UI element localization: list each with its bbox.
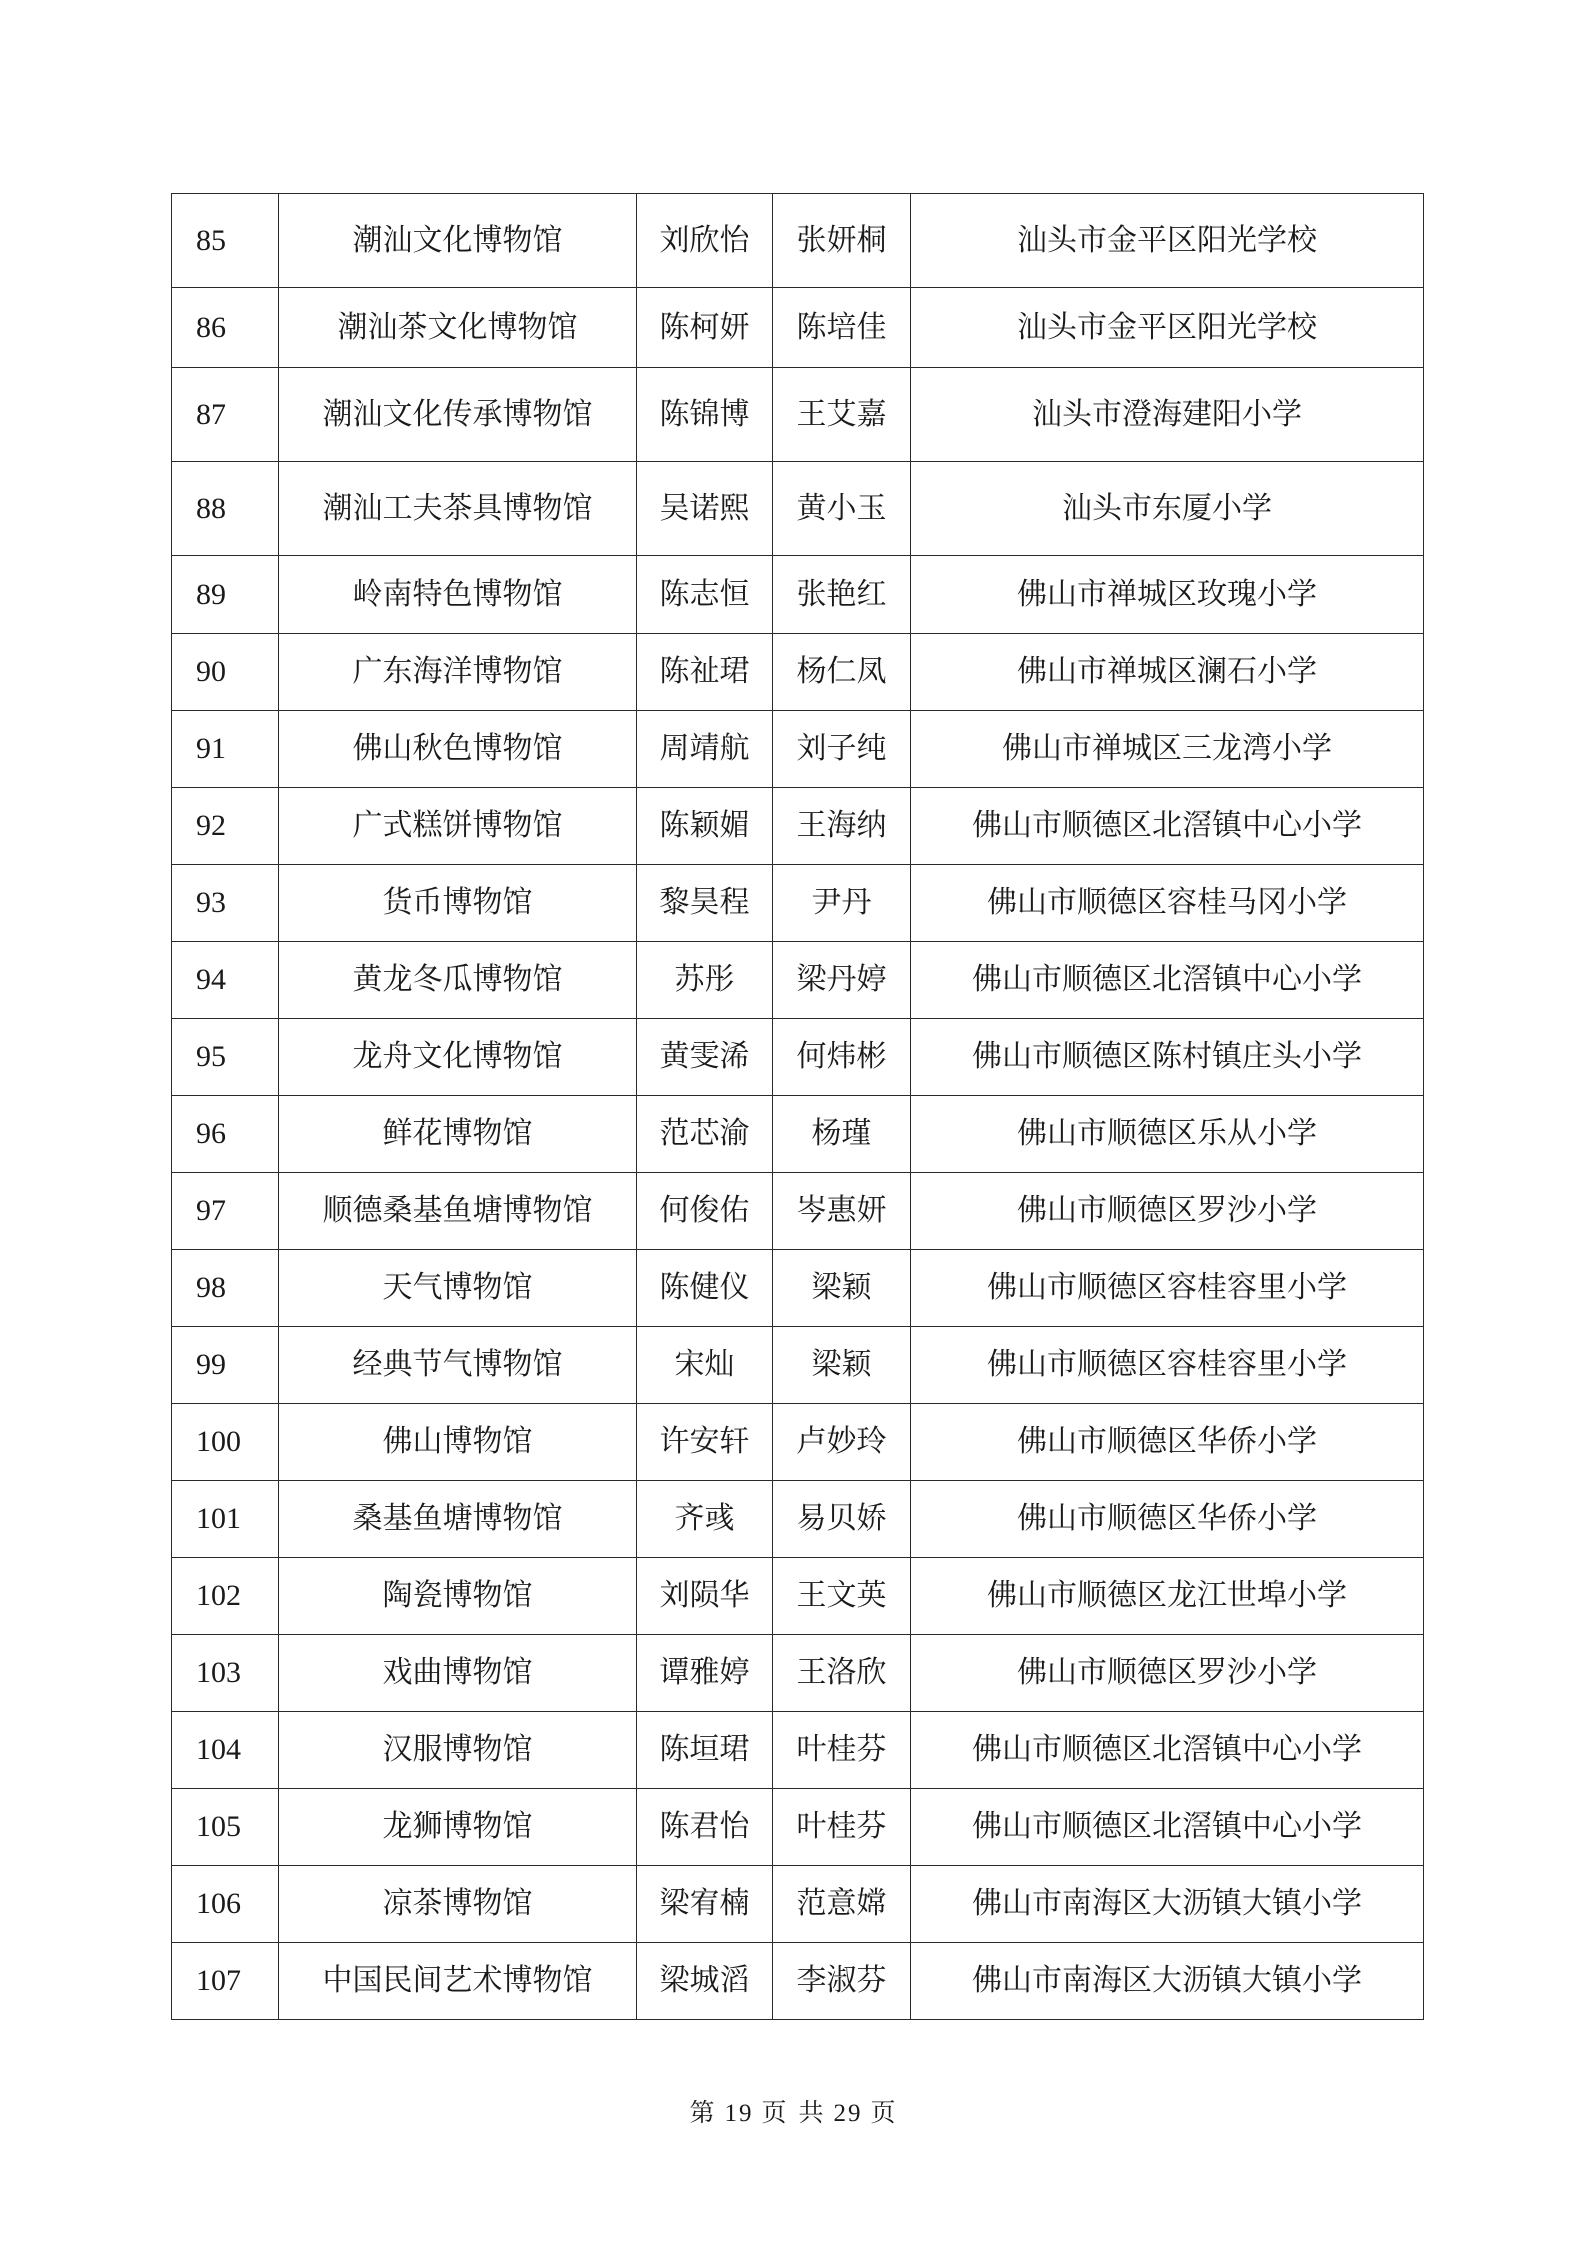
cell-teacher: 尹丹 (773, 865, 911, 942)
cell-museum-name: 潮汕茶文化博物馆 (279, 288, 637, 368)
cell-number: 100 (172, 1404, 279, 1481)
cell-teacher: 梁颖 (773, 1250, 911, 1327)
cell-museum-name: 桑基鱼塘博物馆 (279, 1481, 637, 1558)
cell-student: 陈健仪 (637, 1250, 773, 1327)
footer-prefix: 第 (689, 2098, 717, 2127)
cell-number: 95 (172, 1019, 279, 1096)
cell-school: 佛山市顺德区罗沙小学 (911, 1173, 1424, 1250)
cell-school: 佛山市顺德区北滘镇中心小学 (911, 942, 1424, 1019)
table-row (172, 194, 1424, 288)
table-row (172, 634, 1424, 711)
footer-middle: 页 共 (761, 2098, 826, 2127)
cell-teacher: 张艳红 (773, 556, 911, 634)
cell-museum-name: 戏曲博物馆 (279, 1635, 637, 1712)
cell-number: 106 (172, 1866, 279, 1943)
cell-school: 佛山市顺德区华侨小学 (911, 1404, 1424, 1481)
table-row (172, 1789, 1424, 1866)
cell-teacher: 岑惠妍 (773, 1173, 911, 1250)
cell-student: 陈柯妍 (637, 288, 773, 368)
table-row (172, 556, 1424, 634)
cell-school: 佛山市顺德区龙江世埠小学 (911, 1558, 1424, 1635)
cell-school: 佛山市顺德区乐从小学 (911, 1096, 1424, 1173)
cell-student: 黎昊程 (637, 865, 773, 942)
cell-teacher: 梁颖 (773, 1327, 911, 1404)
cell-museum-name: 潮汕工夫茶具博物馆 (279, 462, 637, 556)
cell-teacher: 陈培佳 (773, 288, 911, 368)
table-row (172, 1173, 1424, 1250)
table-row (172, 368, 1424, 462)
cell-school: 佛山市禅城区澜石小学 (911, 634, 1424, 711)
cell-teacher: 李淑芬 (773, 1943, 911, 2020)
cell-school: 佛山市禅城区三龙湾小学 (911, 711, 1424, 788)
cell-school: 佛山市顺德区容桂容里小学 (911, 1327, 1424, 1404)
cell-school: 佛山市顺德区北滘镇中心小学 (911, 1712, 1424, 1789)
cell-student: 黄雯浠 (637, 1019, 773, 1096)
cell-school: 佛山市顺德区罗沙小学 (911, 1635, 1424, 1712)
cell-number: 90 (172, 634, 279, 711)
cell-student: 刘欣怡 (637, 194, 773, 288)
table-row (172, 711, 1424, 788)
cell-school: 汕头市澄海建阳小学 (911, 368, 1424, 462)
cell-student: 范芯渝 (637, 1096, 773, 1173)
cell-teacher: 何炜彬 (773, 1019, 911, 1096)
cell-museum-name: 陶瓷博物馆 (279, 1558, 637, 1635)
cell-school: 汕头市东厦小学 (911, 462, 1424, 556)
cell-school: 佛山市顺德区容桂马冈小学 (911, 865, 1424, 942)
cell-teacher: 杨仁凤 (773, 634, 911, 711)
cell-student: 何俊佑 (637, 1173, 773, 1250)
cell-teacher: 王文英 (773, 1558, 911, 1635)
cell-number: 88 (172, 462, 279, 556)
cell-student: 陈祉珺 (637, 634, 773, 711)
cell-student: 谭雅婷 (637, 1635, 773, 1712)
cell-school: 佛山市顺德区北滘镇中心小学 (911, 788, 1424, 865)
table-row (172, 1558, 1424, 1635)
cell-museum-name: 鲜花博物馆 (279, 1096, 637, 1173)
cell-number: 89 (172, 556, 279, 634)
cell-number: 91 (172, 711, 279, 788)
cell-museum-name: 黄龙冬瓜博物馆 (279, 942, 637, 1019)
cell-museum-name: 龙舟文化博物馆 (279, 1019, 637, 1096)
cell-number: 104 (172, 1712, 279, 1789)
table-row (172, 1096, 1424, 1173)
cell-museum-name: 凉茶博物馆 (279, 1866, 637, 1943)
cell-student: 周靖航 (637, 711, 773, 788)
cell-number: 105 (172, 1789, 279, 1866)
cell-number: 86 (172, 288, 279, 368)
cell-number: 96 (172, 1096, 279, 1173)
cell-student: 齐彧 (637, 1481, 773, 1558)
cell-student: 宋灿 (637, 1327, 773, 1404)
cell-school: 佛山市南海区大沥镇大镇小学 (911, 1943, 1424, 2020)
table-row (172, 1019, 1424, 1096)
table-row (172, 1943, 1424, 2020)
cell-number: 87 (172, 368, 279, 462)
table-row (172, 1712, 1424, 1789)
cell-student: 陈垣珺 (637, 1712, 773, 1789)
cell-museum-name: 潮汕文化传承博物馆 (279, 368, 637, 462)
page-footer (0, 2093, 1587, 2129)
cell-student: 陈志恒 (637, 556, 773, 634)
cell-school: 佛山市顺德区容桂容里小学 (911, 1250, 1424, 1327)
cell-school: 佛山市禅城区玫瑰小学 (911, 556, 1424, 634)
cell-teacher: 叶桂芬 (773, 1712, 911, 1789)
footer-suffix: 页 (870, 2098, 898, 2127)
cell-teacher: 王海纳 (773, 788, 911, 865)
cell-school: 佛山市顺德区华侨小学 (911, 1481, 1424, 1558)
cell-number: 103 (172, 1635, 279, 1712)
cell-teacher: 梁丹婷 (773, 942, 911, 1019)
cell-number: 85 (172, 194, 279, 288)
cell-number: 97 (172, 1173, 279, 1250)
cell-teacher: 刘子纯 (773, 711, 911, 788)
table-row (172, 1327, 1424, 1404)
cell-museum-name: 货币博物馆 (279, 865, 637, 942)
cell-student: 陈君怡 (637, 1789, 773, 1866)
table-row (172, 1481, 1424, 1558)
cell-student: 吴诺熙 (637, 462, 773, 556)
cell-museum-name: 广式糕饼博物馆 (279, 788, 637, 865)
table-row (172, 1404, 1424, 1481)
current-page-number: 19 (724, 2100, 754, 2127)
cell-teacher: 范意嫦 (773, 1866, 911, 1943)
cell-school: 汕头市金平区阳光学校 (911, 288, 1424, 368)
cell-museum-name: 汉服博物馆 (279, 1712, 637, 1789)
total-pages-number: 29 (833, 2100, 863, 2127)
table-row (172, 942, 1424, 1019)
table-body (172, 194, 1424, 2020)
cell-school: 佛山市顺德区北滘镇中心小学 (911, 1789, 1424, 1866)
cell-museum-name: 龙狮博物馆 (279, 1789, 637, 1866)
cell-number: 94 (172, 942, 279, 1019)
cell-school: 佛山市南海区大沥镇大镇小学 (911, 1866, 1424, 1943)
cell-number: 98 (172, 1250, 279, 1327)
cell-school: 佛山市顺德区陈村镇庄头小学 (911, 1019, 1424, 1096)
table-row (172, 788, 1424, 865)
cell-student: 梁宥楠 (637, 1866, 773, 1943)
cell-museum-name: 广东海洋博物馆 (279, 634, 637, 711)
cell-student: 梁城滔 (637, 1943, 773, 2020)
cell-teacher: 张妍桐 (773, 194, 911, 288)
cell-teacher: 杨瑾 (773, 1096, 911, 1173)
cell-museum-name: 天气博物馆 (279, 1250, 637, 1327)
cell-student: 刘陨华 (637, 1558, 773, 1635)
cell-number: 93 (172, 865, 279, 942)
cell-number: 99 (172, 1327, 279, 1404)
cell-student: 许安轩 (637, 1404, 773, 1481)
cell-museum-name: 岭南特色博物馆 (279, 556, 637, 634)
cell-student: 苏彤 (637, 942, 773, 1019)
cell-museum-name: 中国民间艺术博物馆 (279, 1943, 637, 2020)
awards-table (171, 193, 1424, 2020)
cell-museum-name: 佛山博物馆 (279, 1404, 637, 1481)
table-row (172, 865, 1424, 942)
cell-museum-name: 经典节气博物馆 (279, 1327, 637, 1404)
cell-teacher: 卢妙玲 (773, 1404, 911, 1481)
cell-school: 汕头市金平区阳光学校 (911, 194, 1424, 288)
table-row (172, 1866, 1424, 1943)
cell-number: 107 (172, 1943, 279, 2020)
cell-museum-name: 顺德桑基鱼塘博物馆 (279, 1173, 637, 1250)
cell-number: 102 (172, 1558, 279, 1635)
cell-teacher: 叶桂芬 (773, 1789, 911, 1866)
table-row (172, 288, 1424, 368)
cell-teacher: 易贝娇 (773, 1481, 911, 1558)
cell-student: 陈颖媚 (637, 788, 773, 865)
cell-number: 92 (172, 788, 279, 865)
table-row (172, 1635, 1424, 1712)
cell-museum-name: 潮汕文化博物馆 (279, 194, 637, 288)
table-row (172, 1250, 1424, 1327)
cell-student: 陈锦博 (637, 368, 773, 462)
cell-number: 101 (172, 1481, 279, 1558)
cell-teacher: 王艾嘉 (773, 368, 911, 462)
cell-teacher: 王洛欣 (773, 1635, 911, 1712)
cell-teacher: 黄小玉 (773, 462, 911, 556)
table-row (172, 462, 1424, 556)
cell-museum-name: 佛山秋色博物馆 (279, 711, 637, 788)
